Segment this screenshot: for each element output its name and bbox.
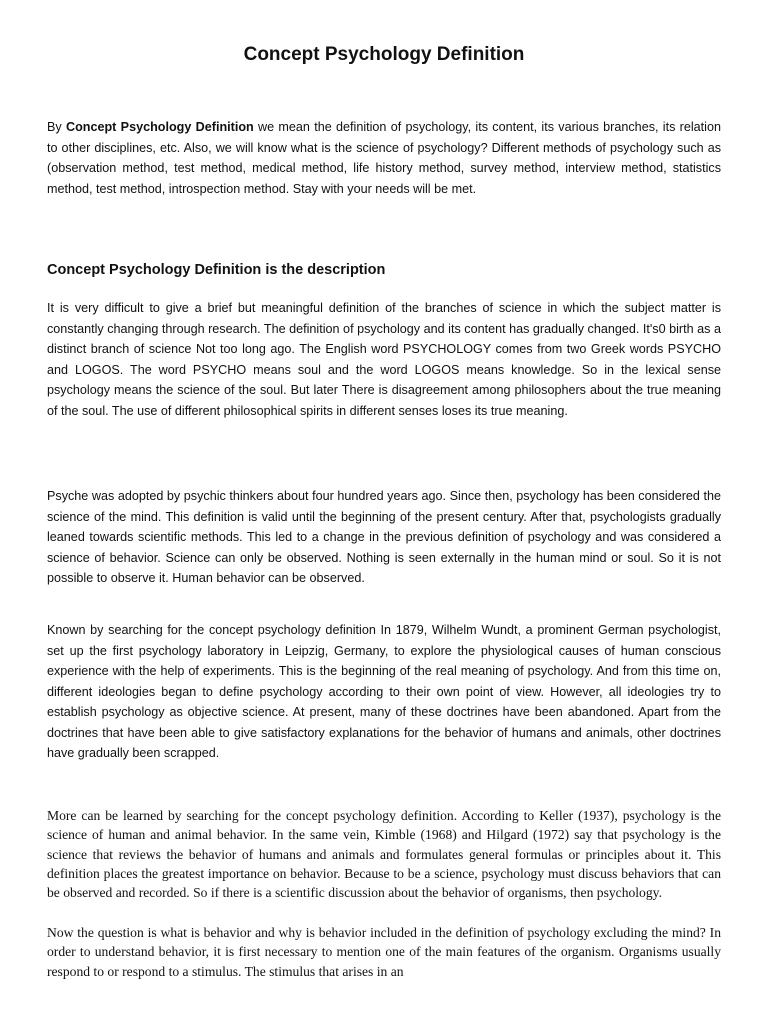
paragraph-science-of-mind: Psyche was adopted by psychic thinkers about four hundred years ago. Since then, psychology has been considered the science of the mind. This definition is valid until the beginning of the present century. After that, psychologists gradually leaned towards scientific methods. This led to a change in the previous definition of psychology and was considered a science of behavior. Science can only be observed. Nothing is seen externally in the human mind or soul. So it is not possible to observe it. Human behavior can be observed. — [47, 489, 721, 585]
paragraph-behavior-question: Now the question is what is behavior and why is behavior included in the definition of psychology excluding the mind? In order to understand behavior, it is first necessary to mention one of the main features of the organism. Organisms usually respond to or respond to a stimulus. The stimulus that arises in an — [47, 925, 721, 979]
paragraph-wundt: Known by searching for the concept psychology definition In 1879, Wilhelm Wundt, a prominent German psychologist, set up the first psychology laboratory in Leipzig, Germany, to explore the physiological causes of human conscious experience with the help of experiments. This is the beginning of the real meaning of psychology. And from this time on, different ideologies began to define psychology according to their own point of view. However, all ideologies try to establish psychology as objective science. At present, many of these doctrines have been abandoned. Apart from the doctrines that have been able to give satisfactory explanations for the behavior of humans and animals, other doctrines have gradually been scrapped. — [47, 623, 721, 760]
paragraph-keller: More can be learned by searching for the concept psychology definition. According to Keller (1937), psychology is the science of human and animal behavior. In the same vein, Kimble (1968) and Hilgard (1972) say that psychology is the science that reviews the behavior of humans and animals and formulates general formulas or principles about it. This definition places the greatest importance on behavior. Because to be a science, psychology must discuss behaviors that can be observed and recorded. So if there is a scientific discussion about the behavior of organisms, then psychology. — [47, 808, 721, 901]
intro-lead: By — [47, 120, 66, 134]
intro-paragraph — [47, 117, 721, 199]
intro-bold-term: Concept Psychology Definition — [66, 120, 254, 134]
paragraph-soul-definition: It is very difficult to give a brief but meaningful definition of the branches of science in which the subject matter is constantly changing through research. The definition of psychology and its content has gradually changed. It's0 birth as a distinct branch of science Not too long ago. The English word PSYCHOLOGY comes from two Greek words PSYCHO and LOGOS. The word PSYCHO means soul and the word LOGOS means knowledge. So in the lexical sense psychology means the science of the soul. But later There is disagreement among philosophers about the true meaning of the soul. The use of different philosophical spirits in different senses loses its true meaning. — [47, 301, 721, 418]
intro-rest: we mean the definition of psychology, its content, its various branches, its relation to other disciplines, etc. Also, we will know what is the science of psychology? Different methods of psychology such as (observation method, test method, medical method, life history method, survey method, interview method, statistics method, test method, introspection method. Stay with your needs will be met. — [47, 120, 721, 196]
page-title: Concept Psychology Definition — [243, 44, 525, 65]
section-heading: Concept Psychology Definition is the description — [47, 262, 386, 278]
